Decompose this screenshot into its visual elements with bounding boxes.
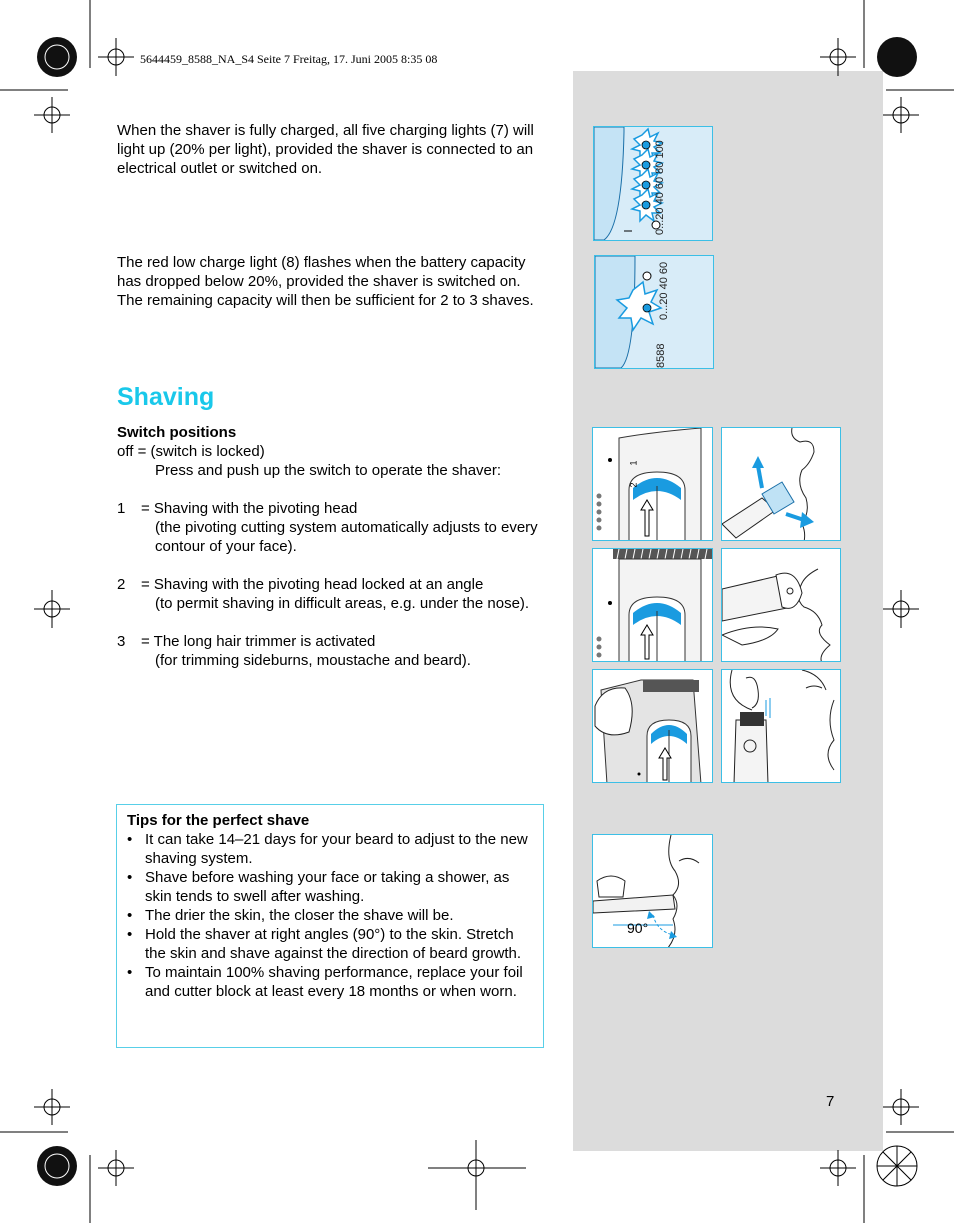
- face-shaving-illustration: [722, 428, 841, 541]
- low-charge-figure: [594, 255, 714, 369]
- position-number: 3: [117, 633, 126, 650]
- tips-list: [127, 830, 533, 1001]
- position-line: = Shaving with the pivoting head locked at an angle: [141, 576, 484, 593]
- position-3: [117, 632, 549, 651]
- page-number: 7: [826, 1093, 835, 1110]
- charged-paragraph: [117, 121, 549, 178]
- position-line: = Shaving with the pivoting head: [141, 500, 358, 517]
- model-label: 8588: [655, 343, 667, 368]
- sideburn-illustration: [722, 670, 841, 783]
- switch-illustration: [593, 428, 713, 541]
- position-number: 1: [117, 500, 126, 517]
- under-nose-illustration: [722, 549, 841, 662]
- switch-title: Switch positions: [117, 424, 237, 441]
- low-charge-paragraph: [117, 253, 549, 310]
- low-charge-text: The red low charge light (8) flashes when the battery capacity has dropped below 20%, provided the shaver is switched on. The remaining capacity will then be sufficient for 2 to 3 shaves.: [117, 254, 534, 309]
- switch-number-2: 2: [628, 482, 639, 488]
- switch-positions-block: [117, 423, 549, 670]
- section-heading: Shaving: [117, 383, 215, 411]
- charging-lights-figure: [593, 126, 713, 241]
- off-line: off = (switch is locked): [117, 443, 265, 460]
- trimmer-illustration: [593, 670, 713, 783]
- position-detail: (the pivoting cutting system automatically adjusts to every contour of your face).: [155, 519, 538, 555]
- pivot-shaving-figure: [721, 427, 841, 541]
- switch-illustration: [593, 549, 713, 662]
- list-item: • Shave before washing your face or taking a shower, as skin tends to swell after washing.: [127, 869, 510, 905]
- charged-text: When the shaver is fully charged, all five charging lights (7) will light up (20% per light), provided the shaver is connected to an electrical outlet or switched on.: [117, 122, 534, 177]
- print-slug: 5644459_8588_NA_S4 Seite 7 Freitag, 17. Juni 2005 8:35 08: [140, 52, 438, 66]
- right-angle-figure: [592, 834, 713, 948]
- right-angle-illustration: [593, 835, 713, 948]
- trimmer-switch-figure: [592, 669, 713, 783]
- position-2: [117, 575, 549, 594]
- switch-position-2-figure: [592, 548, 713, 662]
- tips-title: Tips for the perfect shave: [127, 812, 310, 829]
- angle-locked-shaving-figure: [721, 548, 841, 662]
- angle-label: 90°: [627, 920, 649, 936]
- off-detail: Press and push up the switch to operate the shaver:: [155, 462, 502, 479]
- switch-number-1: 1: [628, 460, 639, 466]
- list-item: • Hold the shaver at right angles (90°) to the skin. Stretch the skin and shave against the direction of beard growth.: [127, 926, 522, 962]
- switch-position-1-figure: [592, 427, 713, 541]
- charge-scale-label: 0...20 40 60 80 100: [654, 140, 666, 235]
- position-number: 2: [117, 576, 126, 593]
- list-item: • The drier the skin, the closer the shave will be.: [127, 907, 454, 924]
- list-item: • To maintain 100% shaving performance, replace your foil and cutter block at least every 18 months or when worn.: [127, 964, 523, 1000]
- list-item: • It can take 14–21 days for your beard to adjust to the new shaving system.: [127, 831, 528, 867]
- position-line: = The long hair trimmer is activated: [141, 633, 376, 650]
- position-detail: (to permit shaving in difficult areas, e.g. under the nose).: [155, 595, 530, 612]
- sideburn-trimming-figure: [721, 669, 841, 783]
- position-1: [117, 499, 549, 518]
- low-scale-label: 0...20 40 60: [658, 261, 670, 320]
- position-detail: (for trimming sideburns, moustache and beard).: [155, 652, 471, 669]
- tips-box: [116, 804, 544, 1048]
